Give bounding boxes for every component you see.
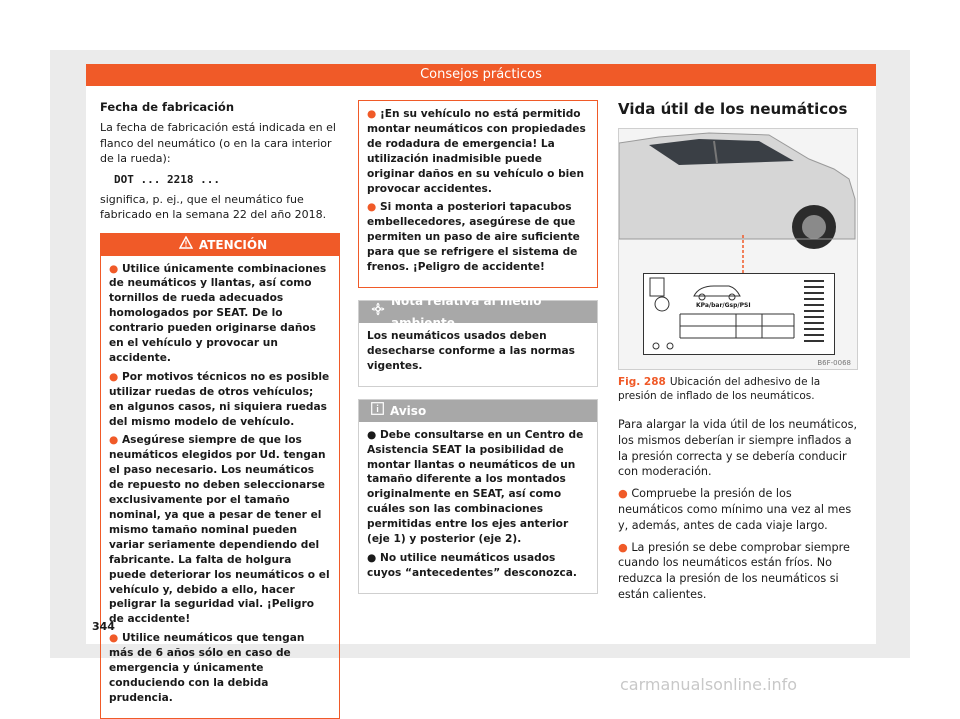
paragraph: significa, p. ej., que el neumático fue fabricado en la semana 22 del año 2018. [100, 192, 327, 221]
warning-header [101, 234, 339, 256]
warning-triangle-icon [179, 234, 193, 256]
list-item: ● Asegúrese siempre de que los neumáticos elegidos por Ud. tengan el paso necesario. Los neumáticos de repuesto no deben seleccionarse exclusivamente por el tamaño nominal, ya que a pesar de tener el mismo tamaño nominal pueden variar seriamente dependiendo del fabricante. La falta de holgura puede deteriorar los neumáticos o el vehículo y, debido a ello, hacer peligrar la seguridad vial. ¡Peligro de accidente! [109, 434, 330, 626]
column-left [100, 96, 340, 719]
figure-caption: Fig. 288 Ubicación del adhesivo de la presión de inflado de los neumáticos. [618, 376, 821, 402]
info-note-title: Aviso [390, 403, 427, 418]
page-number: 344 [92, 620, 115, 633]
list-item: ● Por motivos técnicos no es posible utilizar ruedas de otros vehículos; en algunos casos, ni siquiera ruedas del mismo modelo de vehículo. [109, 370, 330, 428]
paragraph: Para alargar la vida útil de los neumáticos, los mismos deberían ir siempre inflados a la presión correcta y se debería conducir con moderación. [618, 418, 858, 479]
list-item: ● ¡En su vehículo no está permitido montar neumáticos con propiedades de rodadura de emergencia! La utilización inadmisible puede originar daños en su vehículo o bien provocar accidentes. [367, 108, 586, 195]
section-heading-fecha: Fecha de fabricación [100, 100, 235, 114]
section-heading-vida-util: Vida útil de los neumáticos [618, 100, 848, 118]
column-middle [358, 96, 598, 594]
list-item: ● La presión se debe comprobar siempre cuando los neumáticos están fríos. No reduzca la presión de los neumáticos si están calientes. [618, 540, 850, 601]
warning-box-continued [358, 100, 598, 288]
list-item: ● Si monta a posteriori tapacubos embellecedores, asegúrese de que permiten un paso de aire suficiente para que se refrigere el sistema de frenos. ¡Peligro de accidente! [367, 201, 580, 274]
info-note-box [358, 399, 598, 594]
info-note-header [359, 400, 597, 422]
environment-note-title: Nota relativa al medio ambiente [391, 293, 542, 330]
info-icon [371, 400, 384, 422]
list-item: ● Utilice únicamente combinaciones de neumáticos y llantas, así como tornillos de rueda adecuados homologados por SEAT. De lo contrario pueden originarse daños en el vehículo y provocar un accidente. [109, 262, 327, 364]
watermark: carmanualsonline.info [620, 675, 798, 694]
page-header: Consejos prácticos [86, 64, 876, 86]
dot-code: DOT ... 2218 ... [114, 172, 220, 186]
figure-tire-label [618, 128, 858, 370]
list-item: ● Compruebe la presión de los neumáticos como mínimo una vez al mes y, además, antes de cada viaje largo. [618, 487, 852, 532]
pressure-label-diagram [643, 273, 835, 355]
environment-note-box [358, 293, 598, 387]
list-item: ● No utilice neumáticos usados cuyos “antecedentes” desconozca. [367, 551, 577, 579]
leaf-icon [371, 301, 385, 323]
figure-code: B6F-0068 [817, 359, 851, 367]
pressure-units-label: KPa/bar/Gsp/PSI [696, 302, 751, 309]
warning-box [100, 233, 340, 719]
paragraph: La fecha de fabricación está indicada en el flanco del neumático (o en la cara interior de la rueda): [100, 121, 336, 165]
warning-title: ATENCIÓN [198, 237, 268, 252]
environment-note-text: Los neumáticos usados deben desecharse conforme a las normas vigentes. [367, 329, 575, 372]
environment-note-header [359, 293, 597, 330]
list-item: ● Debe consultarse en un Centro de Asistencia SEAT la posibilidad de montar llantas o neumáticos de un tamaño diferente a los montados originalmente en SEAT, así como cuáles son las combinaciones permitidas entre los ejes anterior (eje 1) y posterior (eje 2). [367, 428, 584, 546]
column-right [618, 96, 858, 609]
list-item: ● Utilice neumáticos que tengan más de 6 años sólo en caso de emergencia y únicamente conduciendo con la debida prudencia. [109, 632, 305, 704]
